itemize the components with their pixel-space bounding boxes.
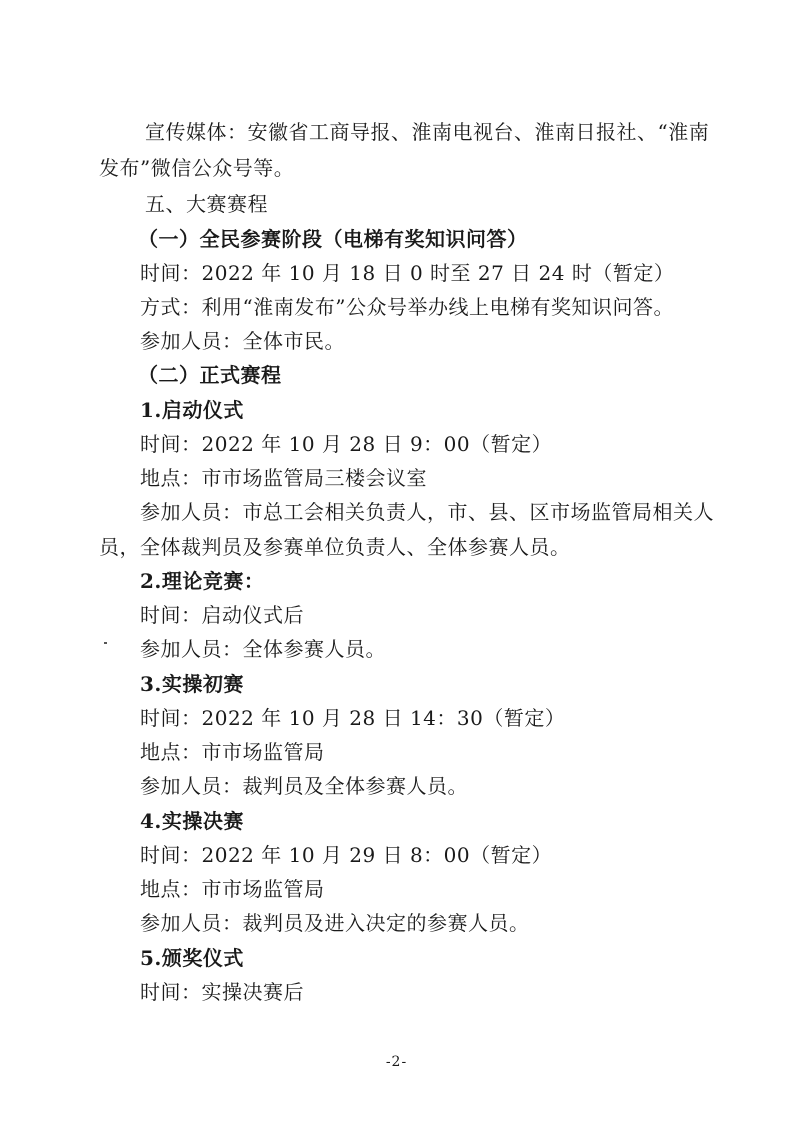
scan-speck: [104, 642, 107, 644]
item-heading-opening-ceremony: 1.启动仪式: [140, 398, 244, 422]
award-time: 时间：实操决赛后: [140, 980, 304, 1004]
item-heading-award-ceremony: 5.颁奖仪式: [140, 946, 244, 970]
item-heading-practical-preliminary: 3.实操初赛: [140, 672, 244, 696]
media-line-2: 发布”微信公众号等。: [99, 156, 295, 180]
theory-time: 时间：启动仪式后: [140, 603, 304, 627]
section-heading-schedule: 五、大赛赛程: [145, 192, 268, 216]
preliminary-participants: 参加人员：裁判员及全体参赛人员。: [140, 774, 468, 798]
subsection-heading-public-stage: （一）全民参赛阶段（电梯有奖知识问答）: [138, 227, 528, 251]
preliminary-time: 时间：2022 年 10 月 28 日 14：30（暂定）: [140, 706, 566, 730]
final-location: 地点：市市场监管局: [140, 877, 325, 901]
item-heading-practical-final: 4.实操决赛: [140, 809, 244, 833]
public-stage-time: 时间：2022 年 10 月 18 日 0 时至 27 日 24 时（暂定）: [140, 261, 675, 285]
opening-location: 地点：市市场监管局三楼会议室: [140, 466, 427, 490]
theory-participants: 参加人员：全体参赛人员。: [140, 637, 386, 661]
final-participants: 参加人员：裁判员及进入决定的参赛人员。: [140, 911, 530, 935]
page-number: -2-: [385, 1054, 408, 1070]
opening-participants-line-2: 员，全体裁判员及参赛单位负责人、全体参赛人员。: [99, 535, 571, 559]
opening-participants-line-1: 参加人员：市总工会相关负责人，市、县、区市场监管局相关人: [140, 500, 714, 524]
subsection-heading-formal-schedule: （二）正式赛程: [138, 363, 282, 387]
public-stage-participants: 参加人员：全体市民。: [140, 329, 345, 353]
preliminary-location: 地点：市市场监管局: [140, 740, 325, 764]
opening-time: 时间：2022 年 10 月 28 日 9：00（暂定）: [140, 432, 553, 456]
item-heading-theory-contest: 2.理论竞赛：: [140, 569, 265, 593]
final-time: 时间：2022 年 10 月 29 日 8：00（暂定）: [140, 843, 553, 867]
media-line-1: 宣传媒体：安徽省工商导报、淮南电视台、淮南日报社、“淮南: [145, 120, 710, 144]
public-stage-method: 方式：利用“淮南发布”公众号举办线上电梯有奖知识问答。: [140, 295, 674, 319]
